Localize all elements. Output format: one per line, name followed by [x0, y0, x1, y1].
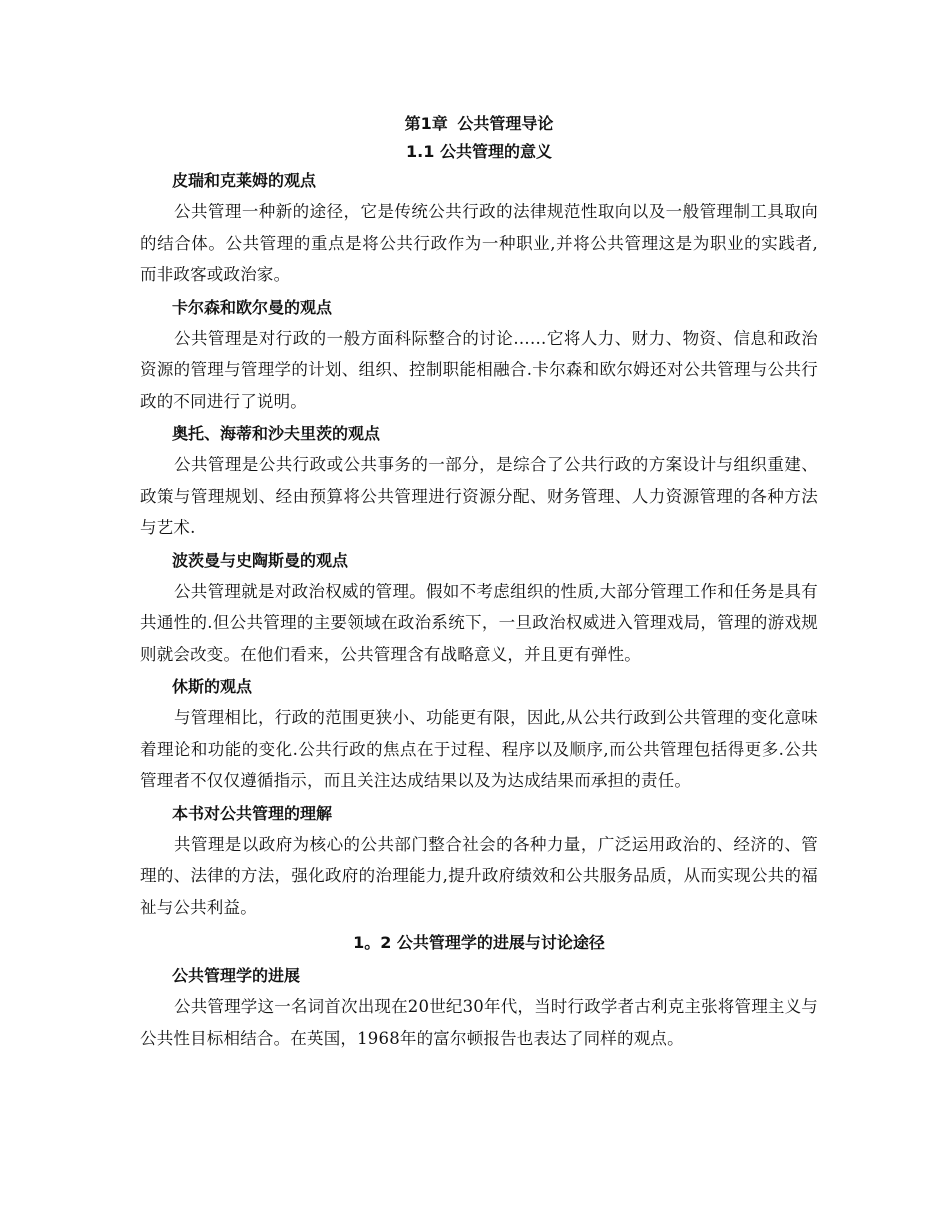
subheading-ott-hyde-shafritz: 奥托、海蒂和沙夫里茨的观点: [172, 424, 381, 443]
subheading-discipline-progress: 公共管理学的进展: [172, 966, 301, 985]
section-title-1-1: 1.1 公共管理的意义: [406, 142, 552, 161]
subheading-hughes: 休斯的观点: [172, 677, 253, 696]
subheading-carlson-overman: 卡尔森和欧尔曼的观点: [172, 297, 333, 317]
paragraph-discipline-progress: 公共管理学这一名词首次出现在20世纪30年代，当时行政学者古利克主张将管理主义与公共性目标相结合。在英国，1968年的富尔顿报告也表达了同样的观点。: [140, 997, 818, 1048]
section-title-1-2: 1。2 公共管理学的进展与讨论途径: [353, 933, 605, 952]
paragraph-bozeman-straussman: 公共管理就是对政治权威的管理。假如不考虑组织的性质,大部分管理工作和任务是具有共通性的.但公共管理的主要领域在政治系统下，一旦政治权威进入管理戏局，管理的游戏规则就会改变。在他们看来，公共管理含有战略意义，并且更有弹性。: [140, 581, 818, 664]
document-page: [140, 110, 818, 1056]
subheading-bozeman-straussman: 波茨曼与史陶斯曼的观点: [172, 550, 349, 570]
chapter-title: 第1章 公共管理导论: [404, 114, 554, 133]
subheading-perry-kraemer: 皮瑞和克莱姆的观点: [172, 171, 317, 190]
paragraph-perry-kraemer: 公共管理一种新的途径，它是传统公共行政的法律规范性取向以及一般管理制工具取向的结合体。公共管理的重点是将公共行政作为一种职业,并将公共管理这是为职业的实践者,而非政客或政治家。: [140, 202, 818, 284]
subheading-book-understanding: 本书对公共管理的理解: [172, 803, 333, 823]
paragraph-book-understanding: 共管理是以政府为核心的公共部门整合社会的各种力量，广泛运用政治的、经济的、管理的、法律的方法，强化政府的治理能力,提升政府绩效和公共服务品质，从而实现公共的福祉与公共利益。: [140, 834, 818, 917]
paragraph-carlson-overman: 公共管理是对行政的一般方面科际整合的讨论……它将人力、财力、物资、信息和政治资源的管理与管理学的计划、组织、控制职能相融合.卡尔森和欧尔姆还对公共管理与公共行政的不同进行了说明。: [140, 328, 818, 411]
paragraph-hughes: 与管理相比，行政的范围更狭小、功能更有限，因此,从公共行政到公共管理的变化意味着理论和功能的变化.公共行政的焦点在于过程、程序以及顺序,而公共管理包括得更多.公共管理者不仅仅遵循指示，而且关注达成结果以及为达成结果而承担的责任。: [140, 708, 818, 790]
paragraph-ott-hyde-shafritz: 公共管理是公共行政或公共事务的一部分，是综合了公共行政的方案设计与组织重建、政策与管理规划、经由预算将公共管理进行资源分配、财务管理、人力资源管理的各种方法与艺术.: [140, 455, 818, 537]
